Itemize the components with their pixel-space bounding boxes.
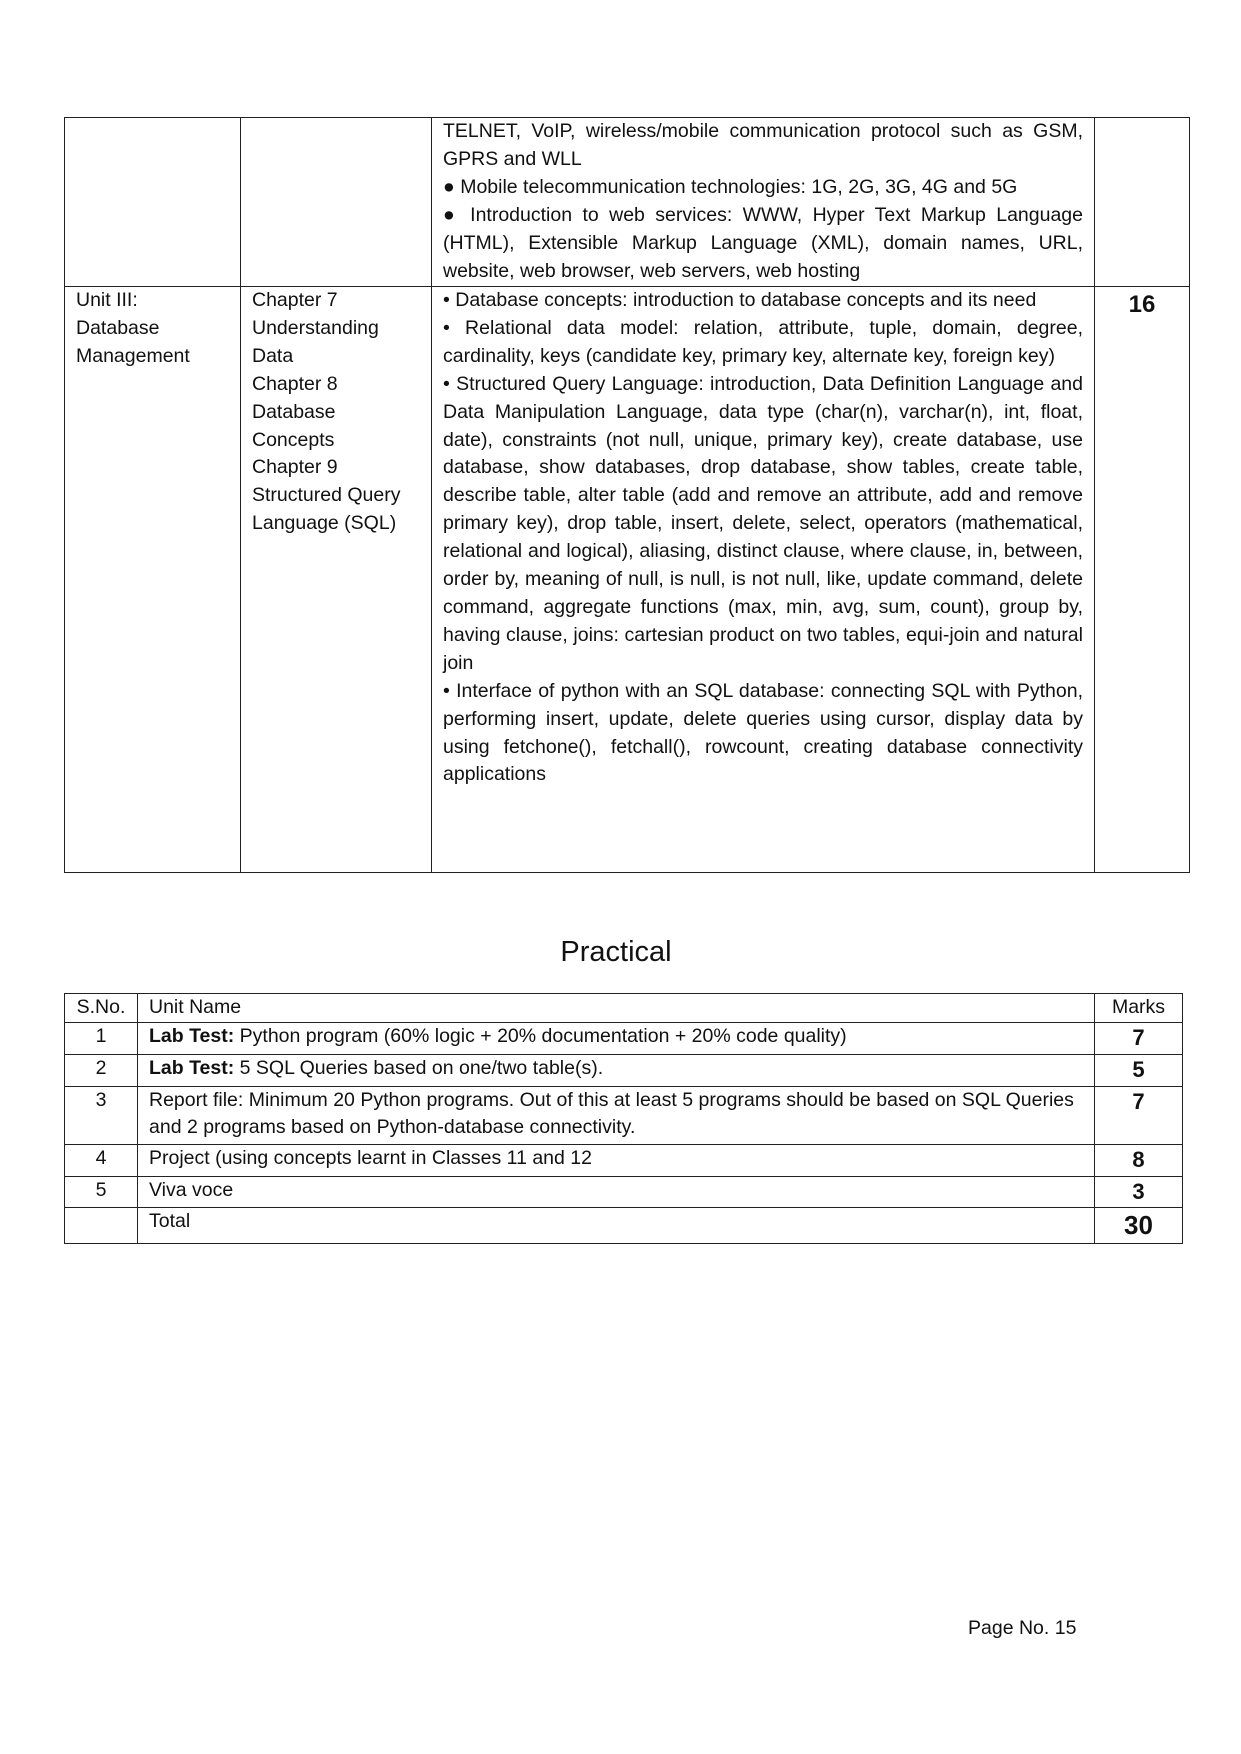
table-row — [65, 1176, 1183, 1207]
chapter-cell — [241, 287, 432, 873]
marks-value: 7 — [1095, 1086, 1183, 1144]
chapter-line: Database — [252, 400, 336, 423]
unit-name-cell: Report file: Minimum 20 Python programs. Out of this at least 5 programs should be based on SQL Queries and 2 programs based on Python-database connectivity. — [138, 1086, 1095, 1144]
table-header-row — [65, 994, 1183, 1023]
section-title: Practical — [560, 936, 672, 968]
serial-number: 5 — [65, 1176, 138, 1207]
page-number: Page No. 15 — [968, 1617, 1077, 1639]
unit-cell — [65, 287, 241, 873]
practical-marks-table — [64, 993, 1183, 1244]
topic-bullet: ● Mobile telecommunication technologies: 1G, 2G, 3G, 4G and 5G — [443, 175, 1018, 198]
chapter-cell — [241, 118, 432, 287]
topic-bullet: • Database concepts: introduction to database concepts and its need — [443, 289, 1037, 311]
unit-name-cell: Viva voce — [138, 1176, 1095, 1207]
column-header-sno: S.No. — [65, 994, 138, 1023]
syllabus-table — [64, 117, 1190, 873]
serial-number — [65, 1207, 138, 1243]
unit-line: Unit III: — [76, 289, 138, 311]
topic-bullet: • Structured Query Language: introduction, Data Definition Language and Data Manipulation Language, data type (char(n), varchar(n), int, float, date), constraints (not null, unique, primary key), create database, use database, show databases, drop database, show tables, create table, describe table, alter table (add and remove an attribute, add and remove primary key), drop table, insert, delete, select, operators (mathematical, relational and logical), aliasing, distinct clause, where clause, in, between, order by, meaning of null, is null, is not null, like, update command, delete command, aggregate functions (max, min, avg, sum, count), group by, having clause, joins: cartesian product on two tables, equi-join and natural join — [443, 372, 1083, 674]
total-row — [65, 1207, 1183, 1243]
chapter-line: Chapter 9 — [252, 456, 338, 479]
chapter-line: Chapter 7 — [252, 289, 338, 311]
column-header-marks: Marks — [1095, 994, 1183, 1023]
unit-cell — [65, 118, 241, 287]
unit-name-text: Python program (60% logic + 20% documentation + 20% code quality) — [234, 1024, 847, 1047]
unit-name-cell: Project (using concepts learnt in Classes 11 and 12 — [138, 1144, 1095, 1176]
unit-name-cell — [138, 1054, 1095, 1086]
serial-number: 1 — [65, 1022, 138, 1054]
unit-line: Database — [76, 316, 160, 339]
topic-bullet: • Relational data model: relation, attribute, tuple, domain, degree, cardinality, keys (candidate key, primary key, alternate key, foreign key) — [443, 316, 1083, 367]
chapter-line: Data — [252, 344, 294, 367]
table-row — [65, 1022, 1183, 1054]
topics-cell — [432, 118, 1095, 287]
marks-value: 8 — [1095, 1144, 1183, 1176]
syllabus-row — [65, 287, 1190, 873]
marks-value: 5 — [1095, 1054, 1183, 1086]
table-row — [65, 1144, 1183, 1176]
serial-number: 2 — [65, 1054, 138, 1086]
topic-bullet: ● Introduction to web services: WWW, Hyper Text Markup Language (HTML), Extensible Markup Language (XML), domain names, URL, website, web browser, web servers, web hosting — [443, 203, 1083, 282]
topic-text: TELNET, VoIP, wireless/mobile communication protocol such as GSM, GPRS and WLL — [443, 120, 1083, 170]
chapter-line: Structured Query — [252, 484, 401, 507]
column-header-unit-name: Unit Name — [138, 994, 1095, 1023]
table-row — [65, 1086, 1183, 1144]
chapter-line: Concepts — [252, 428, 335, 451]
chapter-line: Chapter 8 — [252, 372, 338, 395]
marks-value: 3 — [1095, 1176, 1183, 1207]
unit-line: Management — [76, 344, 190, 367]
lab-test-label: Lab Test: — [149, 1056, 235, 1079]
total-marks-value: 30 — [1095, 1207, 1183, 1243]
topic-bullet: • Interface of python with an SQL database: connecting SQL with Python, performing insert, update, delete queries using cursor, display data by using fetchone(), fetchall(), rowcount, creating database connectivity applications — [443, 679, 1083, 786]
unit-name-text: 5 SQL Queries based on one/two table(s). — [234, 1056, 604, 1079]
unit-name-cell — [138, 1022, 1095, 1054]
topics-cell — [432, 287, 1095, 873]
table-row — [65, 1054, 1183, 1086]
serial-number: 3 — [65, 1086, 138, 1144]
total-label: Total — [138, 1207, 1095, 1243]
marks-value: 7 — [1095, 1022, 1183, 1054]
marks-cell: 16 — [1095, 287, 1190, 873]
syllabus-row — [65, 118, 1190, 287]
chapter-line: Language (SQL) — [252, 512, 397, 535]
serial-number: 4 — [65, 1144, 138, 1176]
chapter-line: Understanding — [252, 316, 379, 339]
lab-test-label: Lab Test: — [149, 1024, 235, 1047]
marks-cell — [1095, 118, 1190, 287]
